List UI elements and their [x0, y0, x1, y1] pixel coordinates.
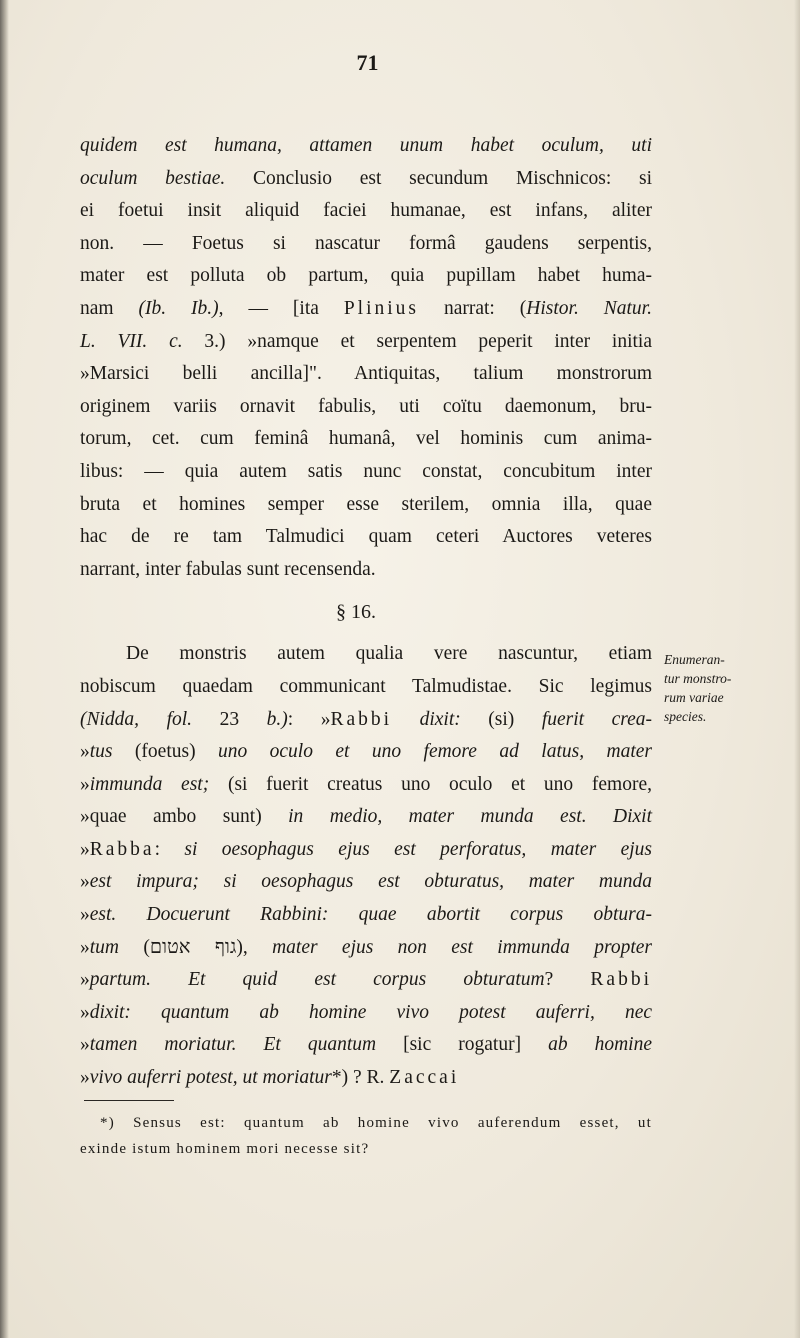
text-line [80, 769, 652, 802]
text-run: : » [287, 708, 331, 730]
text-run: nobiscum quaedam communicant Talmudistae. Sic legimus [80, 675, 652, 697]
text-line [80, 834, 652, 867]
text-run: (גוף אטום), [119, 936, 273, 958]
margin-note-line: rum variae [664, 690, 724, 705]
text-run: [sic rogatur] [376, 1034, 549, 1056]
italic-text: oculum bestiae. [80, 167, 226, 189]
spaced-name: Rabbi [590, 969, 653, 991]
text-run: non. — Foetus si nascatur formâ gaudens serpentis, [80, 232, 652, 254]
italic-text: quidem est humana, attamen unum habet oculum, uti [80, 135, 652, 156]
text-run: » [80, 838, 90, 860]
footnote-line: exinde istum hominem mori necesse sit? [80, 1141, 370, 1157]
italic-text: fuerit crea- [541, 708, 653, 730]
text-line [80, 391, 652, 424]
text-line [80, 456, 652, 489]
text-run: ei foetui insit aliquid faciei humanae, est infans, aliter [80, 200, 652, 222]
text-line [80, 1062, 652, 1095]
text-run: , — [ita [218, 297, 344, 319]
text-line [80, 638, 652, 671]
text-run: mater est polluta ob partum, quia pupillam habet huma- [80, 265, 652, 287]
text-run: »quae ambo sunt) [80, 806, 289, 828]
text-line [80, 521, 652, 554]
text-run: ? [544, 969, 591, 991]
text-run: » [80, 741, 90, 763]
text-line [80, 899, 652, 932]
text-line [80, 964, 652, 997]
text-line [80, 423, 652, 456]
italic-text: dixit: quantum ab homine vivo potest auferri, nec [89, 1001, 652, 1023]
text-run: » [80, 1034, 90, 1056]
text-run [392, 709, 420, 730]
section-heading: § 16. [336, 601, 376, 624]
italic-text: in medio, mater munda est. Dixit [288, 806, 652, 828]
text-run: Conclusio est secundum Mischnicos: si [225, 167, 653, 189]
italic-text: si oesophagus ejus est perforatus, mater ejus [184, 838, 653, 860]
italic-text: est impura; si oesophagus est obturatus, mater munda [89, 871, 652, 893]
italic-text: mater ejus non est immunda propter [272, 936, 652, 958]
main-text [80, 130, 652, 1095]
text-line [80, 260, 652, 293]
italic-text: ab homine [548, 1034, 652, 1056]
text-run: » [80, 773, 90, 795]
text-line [80, 293, 652, 326]
text-line [80, 554, 652, 587]
text-run: »Marsici belli ancilla]". Antiquitas, talium monstrorum [80, 363, 652, 385]
text-run: » [80, 969, 90, 991]
page-binding-shadow [0, 0, 9, 1338]
italic-text: est. Docuerunt Rabbini: quae abortit corpus obtura- [89, 904, 652, 926]
italic-text: b.) [266, 708, 288, 730]
text-run: 23 [192, 708, 267, 730]
margin-note-line: species. [664, 709, 707, 724]
text-run: 3.) »namque et serpentem peperit inter initia [182, 330, 652, 352]
text-line [80, 997, 652, 1030]
italic-text: Histor. Natur. [526, 297, 652, 319]
text-run: (si fuerit creatus uno oculo et uno femore, [209, 773, 652, 795]
italic-text: uno oculo et uno femore ad latus, mater [217, 741, 652, 763]
text-line [80, 228, 652, 261]
italic-text: tum [89, 936, 119, 958]
margin-note-line: tur monstro- [664, 671, 732, 686]
text-run: (foetus) [112, 741, 218, 763]
text-line [80, 163, 652, 196]
page-number: 71 [356, 50, 379, 75]
text-run: narrat: ( [419, 297, 527, 319]
italic-text: tamen moriatur. Et quantum [89, 1034, 377, 1056]
text-run: » [80, 936, 90, 958]
text-run: (si) [460, 708, 542, 730]
text-line [80, 358, 652, 391]
text-run: *) ? R. [331, 1067, 390, 1089]
italic-text: immunda est; [89, 773, 210, 795]
page-edge-shadow [794, 0, 800, 1338]
italic-text: dixit: [419, 708, 461, 730]
text-line [80, 736, 652, 769]
footnote-rule [84, 1100, 174, 1101]
paragraph-1 [80, 130, 652, 586]
text-run: » [80, 1001, 90, 1023]
text-run: : [154, 838, 185, 860]
text-run: » [80, 871, 90, 893]
italic-text: (Ib. Ib.) [138, 297, 219, 319]
italic-text: tus [89, 741, 113, 763]
spaced-name: Rabba [89, 838, 155, 860]
spaced-name: Plinius [343, 297, 420, 319]
text-run: bruta et homines semper esse sterilem, omnia illa, quae [80, 493, 652, 515]
italic-text: L. VII. c. [80, 330, 183, 352]
text-line [80, 326, 652, 359]
italic-text: (Nidda, fol. [80, 708, 193, 730]
text-line [80, 130, 652, 163]
text-line [80, 932, 652, 965]
italic-text: partum. Et quid est corpus obturatum [89, 969, 545, 991]
text-run: libus: — quia autem satis nunc constat, concubitum inter [80, 460, 652, 482]
text-run: De monstris autem qualia vere nascuntur, etiam [126, 643, 652, 665]
margin-note [664, 650, 794, 726]
footnote-line: *) Sensus est: quantum ab homine vivo auferendum esset, ut [100, 1115, 652, 1131]
text-line [80, 671, 652, 704]
text-line [80, 866, 652, 899]
text-run: torum, cet. cum feminâ humanâ, vel hominis cum anima- [80, 428, 652, 450]
footnote [80, 1110, 652, 1162]
text-line [80, 195, 652, 228]
text-line [80, 704, 652, 737]
text-run: narrant, inter fabulas sunt recensenda. [80, 558, 376, 580]
margin-note-line: Enumeran- [664, 652, 725, 667]
text-line [80, 489, 652, 522]
italic-text: vivo auferri potest, ut moriatur [89, 1067, 332, 1089]
text-line [80, 801, 652, 834]
text-run: originem variis ornavit fabulis, uti coïtu daemonum, bru- [80, 395, 652, 417]
spaced-name: Rabbi [330, 708, 393, 730]
text-line [80, 1029, 652, 1062]
spaced-name: Zaccai [389, 1067, 460, 1089]
text-run: nam [80, 297, 139, 319]
text-run: hac de re tam Talmudici quam ceteri Auctores veteres [80, 526, 652, 548]
text-run: » [80, 1067, 90, 1089]
text-run: » [80, 904, 90, 926]
paragraph-2 [80, 638, 652, 1094]
